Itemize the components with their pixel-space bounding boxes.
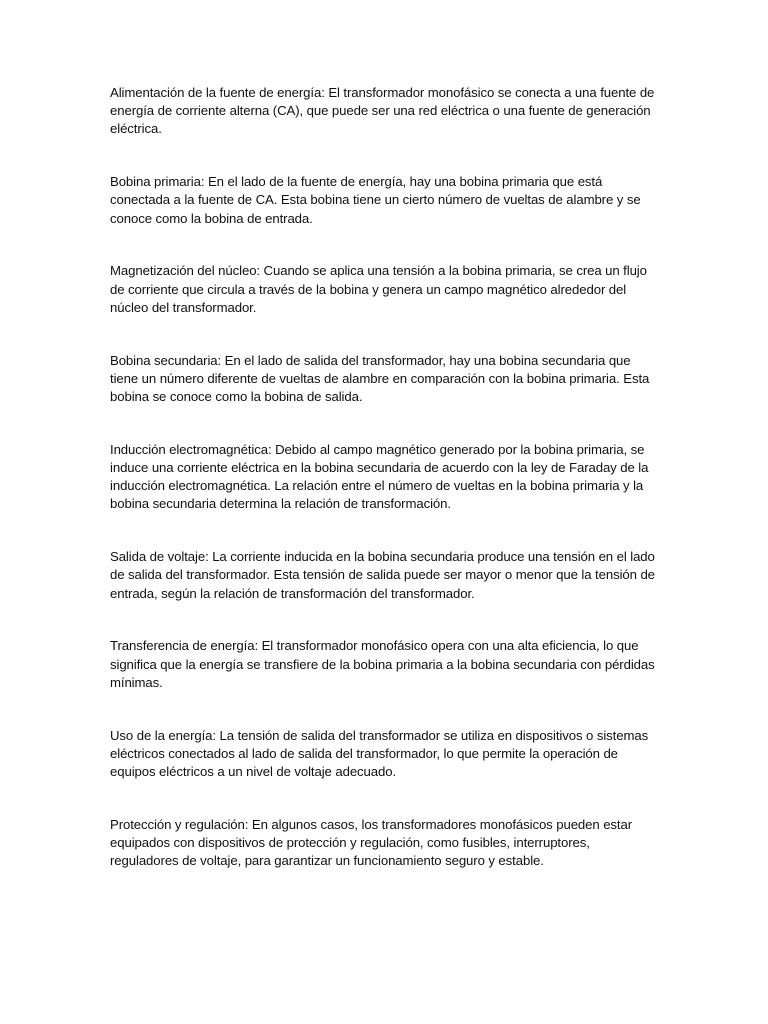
paragraph-electromagnetic-induction: Inducción electromagnética: Debido al campo magnético generado por la bobina primaria, se induce una corriente eléctrica en la bobina secundaria de acuerdo con la ley de Faraday de la inducción electromagnética. La relación entre el número de vueltas en la bobina primaria y la bobina secundaria determina la relación de transformación. xyxy=(110,441,649,512)
paragraph-energy-transfer: Transferencia de energía: El transformador monofásico opera con una alta eficiencia, lo que significa que la energía se transfiere de la bobina primaria a la bobina secundaria con pérdidas mínimas. xyxy=(110,638,655,690)
paragraph-protection-regulation: Protección y regulación: En algunos casos, los transformadores monofásicos pueden estar equipados con dispositivos de protección y regulación, como fusibles, interruptores, reguladores de voltaje, para garantizar un funcionamiento seguro y estable. xyxy=(110,816,633,869)
paragraph-voltage-output: Salida de voltaje: La corriente inducida en la bobina secundaria produce una tensión en el lado de salida del transformador. Esta tensión de salida puede ser mayor o menor que la tensión de entrada, según la relación de transformación del transformador. xyxy=(110,549,655,601)
paragraph-energy-use: Uso de la energía: La tensión de salida del transformador se utiliza en dispositivos o sistemas eléctricos conectados al lado de salida del transformador, lo que permite la operación de equipos eléctricos a un nivel de voltaje adecuado. xyxy=(110,727,649,780)
paragraph-secondary-coil: Bobina secundaria: En el lado de salida del transformador, hay una bobina secundaria que tiene un número diferente de vueltas de alambre en comparación con la bobina primaria. Esta bobina se conoce como la bobina de salida. xyxy=(110,352,650,405)
paragraph-core-magnetization: Magnetización del núcleo: Cuando se aplica una tensión a la bobina primaria, se crea un flujo de corriente que circula a través de la bobina y genera un campo magnético alrededor del núcleo del transformador. xyxy=(110,263,647,315)
paragraph-primary-coil: Bobina primaria: En el lado de la fuente de energía, hay una bobina primaria que está conectada a la fuente de CA. Esta bobina tiene un cierto número de vueltas de alambre y se conoce como la bobina de entrada. xyxy=(110,174,641,226)
paragraph-power-supply: Alimentación de la fuente de energía: El transformador monofásico se conecta a una fuente de energía de corriente alterna (CA), que puede ser una red eléctrica o una fuente de generación eléctrica. xyxy=(110,85,655,137)
document-body xyxy=(110,84,660,905)
